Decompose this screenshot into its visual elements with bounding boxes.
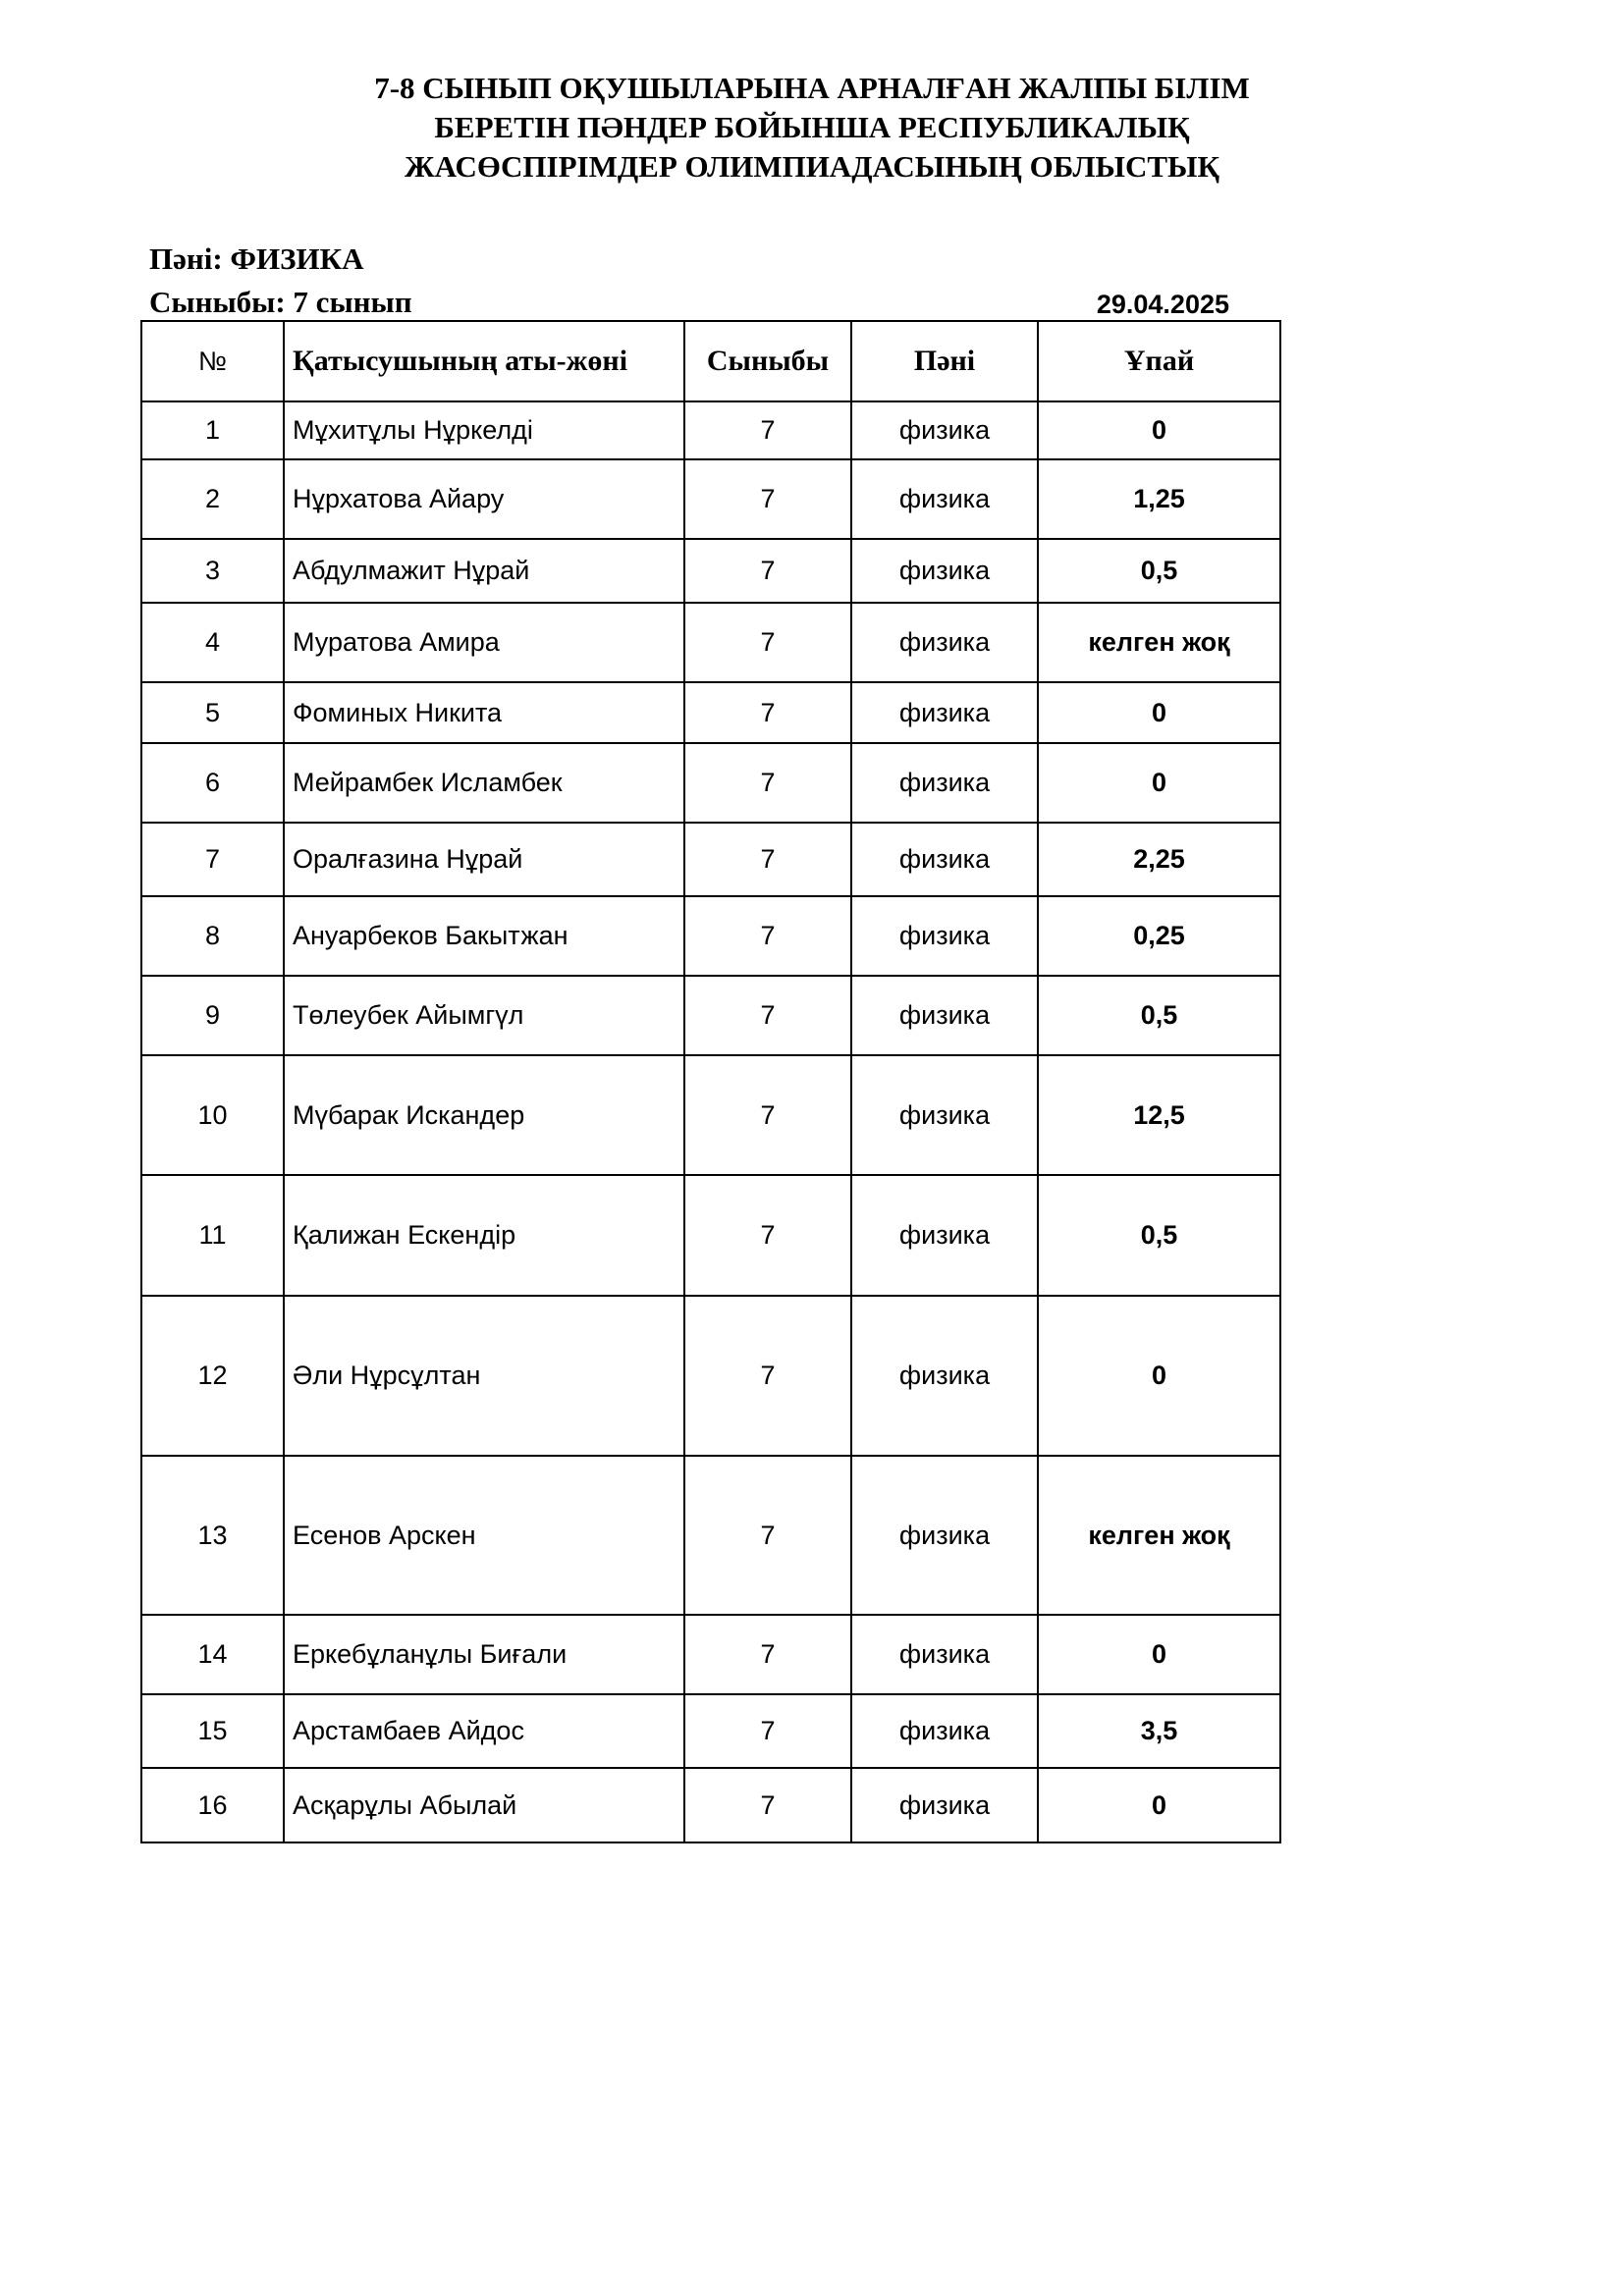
- cell-grade: 7: [684, 1456, 851, 1615]
- cell-score: 2,25: [1038, 823, 1280, 896]
- cell-grade: 7: [684, 1615, 851, 1694]
- cell-score: 0: [1038, 401, 1280, 459]
- cell-number: 9: [141, 976, 284, 1055]
- table-header-row: [141, 321, 1280, 401]
- cell-score: 0: [1038, 1615, 1280, 1694]
- header-number: №: [141, 321, 284, 401]
- cell-subject: физика: [851, 976, 1038, 1055]
- title-line-3: ЖАСӨСПІРІМДЕР ОЛИМПИАДАСЫНЫҢ ОБЛЫСТЫҚ: [405, 149, 1219, 184]
- subject-line: Пәні: ФИЗИКА: [149, 241, 364, 276]
- cell-grade: 7: [684, 743, 851, 823]
- header-subject: Пәні: [851, 321, 1038, 401]
- cell-participant-name: Муратова Амира: [284, 603, 684, 682]
- table-row: [141, 823, 1280, 896]
- cell-number: 11: [141, 1175, 284, 1296]
- cell-participant-name: Абдулмажит Нұрай: [284, 539, 684, 603]
- header-score: Ұпай: [1038, 321, 1280, 401]
- cell-participant-name: Арстамбаев Айдос: [284, 1694, 684, 1768]
- results-body: [141, 401, 1280, 1842]
- cell-number: 6: [141, 743, 284, 823]
- cell-grade: 7: [684, 1768, 851, 1842]
- cell-number: 16: [141, 1768, 284, 1842]
- table-row: [141, 401, 1280, 459]
- cell-participant-name: Төлеубек Айымгүл: [284, 976, 684, 1055]
- cell-participant-name: Мүбарак Искандер: [284, 1055, 684, 1175]
- cell-number: 7: [141, 823, 284, 896]
- cell-number: 13: [141, 1456, 284, 1615]
- table-row: [141, 976, 1280, 1055]
- cell-grade: 7: [684, 823, 851, 896]
- table-row: [141, 1615, 1280, 1694]
- cell-score: 0: [1038, 682, 1280, 743]
- cell-number: 1: [141, 401, 284, 459]
- cell-subject: физика: [851, 401, 1038, 459]
- document-date: 29.04.2025: [1096, 290, 1229, 319]
- cell-grade: 7: [684, 976, 851, 1055]
- cell-number: 4: [141, 603, 284, 682]
- header-grade: Сыныбы: [684, 321, 851, 401]
- table-row: [141, 459, 1280, 539]
- cell-grade: 7: [684, 539, 851, 603]
- header-participant-name: Қатысушының аты-жөні: [284, 321, 684, 401]
- cell-subject: физика: [851, 896, 1038, 976]
- table-row: [141, 603, 1280, 682]
- cell-subject: физика: [851, 1175, 1038, 1296]
- cell-participant-name: Қалижан Ескендір: [284, 1175, 684, 1296]
- cell-number: 5: [141, 682, 284, 743]
- cell-score: келген жоқ: [1038, 603, 1280, 682]
- cell-grade: 7: [684, 896, 851, 976]
- cell-participant-name: Нұрхатова Айару: [284, 459, 684, 539]
- cell-number: 3: [141, 539, 284, 603]
- cell-participant-name: Есенов Арскен: [284, 1456, 684, 1615]
- table-row: [141, 896, 1280, 976]
- cell-participant-name: Фоминых Никита: [284, 682, 684, 743]
- cell-subject: физика: [851, 682, 1038, 743]
- cell-grade: 7: [684, 1175, 851, 1296]
- cell-grade: 7: [684, 401, 851, 459]
- cell-grade: 7: [684, 682, 851, 743]
- table-row: [141, 743, 1280, 823]
- cell-score: 0,5: [1038, 1175, 1280, 1296]
- title-line-2: БЕРЕТІН ПӘНДЕР БОЙЫНША РЕСПУБЛИКАЛЫҚ: [434, 110, 1190, 144]
- cell-subject: физика: [851, 1615, 1038, 1694]
- cell-number: 12: [141, 1296, 284, 1456]
- cell-participant-name: Мейрамбек Исламбек: [284, 743, 684, 823]
- cell-subject: физика: [851, 1296, 1038, 1456]
- table-row: [141, 1055, 1280, 1175]
- cell-subject: физика: [851, 539, 1038, 603]
- cell-grade: 7: [684, 1694, 851, 1768]
- results-table: [140, 320, 1281, 1843]
- cell-score: келген жоқ: [1038, 1456, 1280, 1615]
- cell-score: 3,5: [1038, 1694, 1280, 1768]
- cell-number: 10: [141, 1055, 284, 1175]
- table-row: [141, 1768, 1280, 1842]
- document-title: [0, 69, 1624, 187]
- cell-score: 0,25: [1038, 896, 1280, 976]
- grade-line: Сыныбы: 7 сынып: [149, 285, 412, 319]
- table-row: [141, 682, 1280, 743]
- cell-subject: физика: [851, 459, 1038, 539]
- cell-participant-name: Ануарбеков Бакытжан: [284, 896, 684, 976]
- cell-grade: 7: [684, 1296, 851, 1456]
- cell-score: 1,25: [1038, 459, 1280, 539]
- cell-participant-name: Әли Нұрсұлтан: [284, 1296, 684, 1456]
- cell-participant-name: Асқарұлы Абылай: [284, 1768, 684, 1842]
- cell-number: 15: [141, 1694, 284, 1768]
- cell-participant-name: Еркебұланұлы Биғали: [284, 1615, 684, 1694]
- table-row: [141, 1175, 1280, 1296]
- table-row: [141, 1296, 1280, 1456]
- cell-subject: физика: [851, 743, 1038, 823]
- cell-score: 0,5: [1038, 976, 1280, 1055]
- cell-score: 0,5: [1038, 539, 1280, 603]
- table-row: [141, 1694, 1280, 1768]
- cell-score: 12,5: [1038, 1055, 1280, 1175]
- cell-score: 0: [1038, 1296, 1280, 1456]
- cell-subject: физика: [851, 1768, 1038, 1842]
- table-row: [141, 1456, 1280, 1615]
- title-line-1: 7-8 СЫНЫП ОҚУШЫЛАРЫНА АРНАЛҒАН ЖАЛПЫ БІЛІМ: [374, 71, 1250, 105]
- cell-subject: физика: [851, 603, 1038, 682]
- cell-number: 8: [141, 896, 284, 976]
- cell-score: 0: [1038, 1768, 1280, 1842]
- cell-grade: 7: [684, 1055, 851, 1175]
- cell-participant-name: Оралғазина Нұрай: [284, 823, 684, 896]
- cell-subject: физика: [851, 1055, 1038, 1175]
- cell-subject: физика: [851, 1456, 1038, 1615]
- cell-grade: 7: [684, 459, 851, 539]
- cell-score: 0: [1038, 743, 1280, 823]
- table-row: [141, 539, 1280, 603]
- cell-grade: 7: [684, 603, 851, 682]
- cell-subject: физика: [851, 1694, 1038, 1768]
- cell-number: 14: [141, 1615, 284, 1694]
- cell-subject: физика: [851, 823, 1038, 896]
- cell-participant-name: Мұхитұлы Нұркелді: [284, 401, 684, 459]
- cell-number: 2: [141, 459, 284, 539]
